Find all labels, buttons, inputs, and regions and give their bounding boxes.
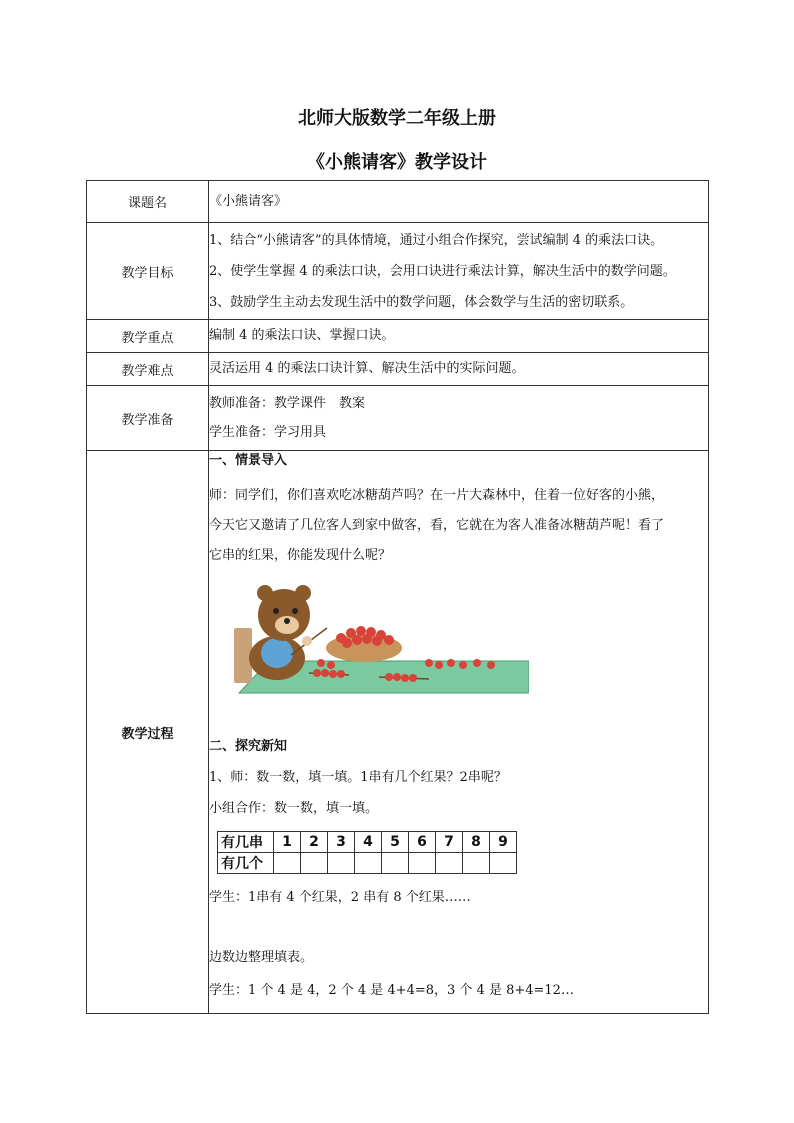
row-prep [87,386,709,451]
goal-line: 1、结合“小熊请客”的具体情境，通过小组合作探究，尝试编制 4 的乘法口诀。 [209,232,664,248]
prep-value [209,386,709,451]
count-table [217,831,517,874]
count-table-number: 5 [382,832,409,853]
student-answer-1: 学生：1串有 4 个红果，2 串有 8 个红果…… [209,890,471,905]
row-difficulty [87,353,709,386]
count-table-cell [436,853,463,874]
topic-label: 课题名 [87,181,209,223]
section-heading-intro: 一、情景导入 [209,453,288,468]
count-table-cell [355,853,382,874]
count-table-cell [409,853,436,874]
organize-line: 边数边整理填表。 [209,950,314,965]
count-table-number: 7 [436,832,463,853]
bear-illustration [229,583,529,703]
goals-value [209,223,709,320]
count-table-row [218,853,517,874]
process-label: 教学过程 [87,451,209,1014]
goal-line: 2、使学生掌握 4 的乘法口诀，会用口诀进行乘法计算，解决生活中的数学问题。 [209,263,676,279]
count-table-header: 有几串 [218,832,274,853]
count-table-cell [274,853,301,874]
goal-line: 3、鼓励学生主动去发现生活中的数学问题，体会数学与生活的密切联系。 [209,294,634,310]
document-title: 北师大版数学二年级上册 [298,108,496,129]
topic-value: 《小熊请客》 [209,181,709,223]
document-subtitle: 《小熊请客》教学设计 [307,152,487,173]
count-table-row [218,832,517,853]
row-goals [87,223,709,320]
count-table-number: 2 [301,832,328,853]
row-topic [87,181,709,223]
count-table-header: 有几个 [218,853,274,874]
goals-label: 教学目标 [87,223,209,320]
count-table-cell [382,853,409,874]
count-table-number: 9 [490,832,517,853]
count-table-cell [490,853,517,874]
count-table-number: 8 [463,832,490,853]
row-key [87,320,709,353]
student-answer-2: 学生：1 个 4 是 4，2 个 4 是 4+4=8，3 个 4 是 8+4=12… [209,983,574,998]
count-table-cell [301,853,328,874]
section-heading-explore: 二、探究新知 [209,739,288,754]
key-value: 编制 4 的乘法口诀、掌握口诀。 [209,320,709,353]
row-process [87,451,709,1014]
intro-line: 今天它又邀请了几位客人到家中做客，看，它就在为客人准备冰糖葫芦呢！看了 [209,518,665,533]
group-work-line: 小组合作：数一数，填一填。 [209,801,379,816]
count-table-cell [328,853,355,874]
prep-line: 学生准备：学习用具 [209,425,327,440]
question-line: 1、师：数一数，填一填。1串有几个红果？2串呢？ [209,770,507,785]
prep-label: 教学准备 [87,386,209,451]
count-table-number: 1 [274,832,301,853]
count-table-number: 6 [409,832,436,853]
prep-line: 教师准备：教学课件 教案 [209,396,366,411]
count-table-cell [463,853,490,874]
intro-line: 它串的红果，你能发现什么呢？ [209,548,392,563]
lesson-plan-table [86,180,709,1014]
intro-line: 师：同学们，你们喜欢吃冰糖葫芦吗？在一片大森林中，住着一位好客的小熊， [209,488,665,503]
count-table-number: 3 [328,832,355,853]
difficulty-label: 教学难点 [87,353,209,386]
process-content [209,451,709,1014]
difficulty-value: 灵活运用 4 的乘法口诀计算、解决生活中的实际问题。 [209,353,709,386]
key-label: 教学重点 [87,320,209,353]
count-table-number: 4 [355,832,382,853]
